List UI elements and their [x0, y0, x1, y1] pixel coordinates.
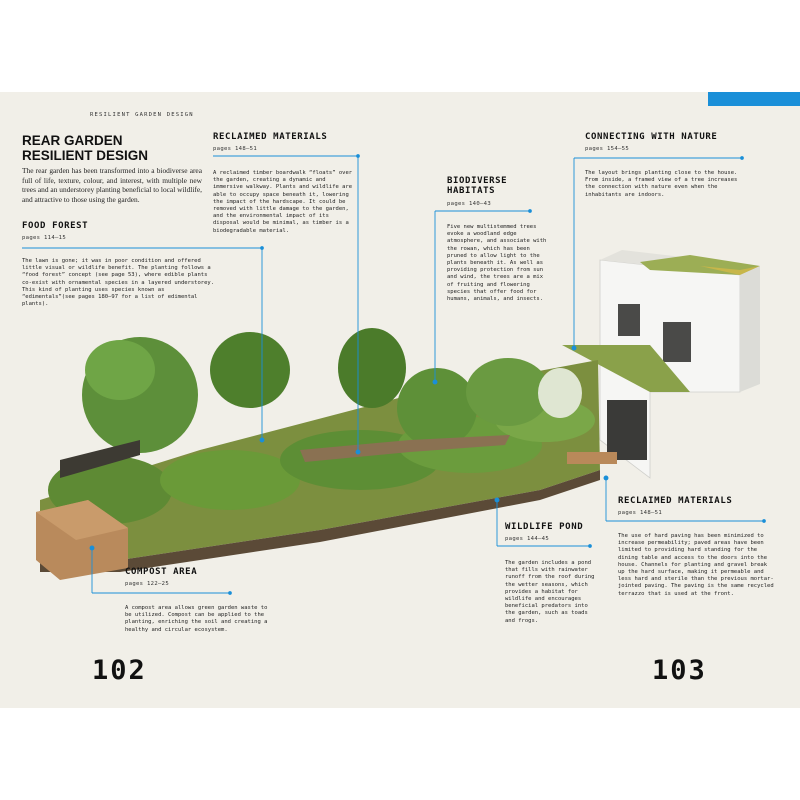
running-head: RESILIENT GARDEN DESIGN: [90, 112, 194, 118]
compost-pages: pages 122–25: [125, 581, 170, 587]
reclaimed-materials-top-body: A reclaimed timber boardwalk “floats” over the garden, creating a dynamic and immersive walkway. Plants and wildlife are able to occupy space beneath it, lowering the impact of the hardscape. It could be removed with little damage to the garden, and the environmental impact of its disposal would be minimal, as timber is a biodegradable material.: [213, 170, 353, 234]
connecting-body: The layout brings planting close to the house. From inside, a framed view of a tree increases the connection with nature even when the inhabitants are indoors.: [585, 170, 738, 198]
food-forest-heading: FOOD FOREST: [22, 221, 89, 231]
food-forest-body: The lawn is gone; it was in poor condition and offered little visual or wildlife benefit. The planting follows a “food forest” concept (see page 53), where edible plants co-exist with ornamental species in a layered understorey. This kind of planting uses species known as “edimentals”(see pages 180–97 for a list of edimental plants).: [22, 258, 215, 308]
reclaimed-materials-bottom-pages: pages 148–51: [618, 510, 663, 516]
wildlife-pond-heading: WILDLIFE POND: [505, 522, 584, 532]
page-number-left: 102: [92, 655, 147, 686]
biodiverse-heading-line-1: BIODIVERSE: [447, 176, 508, 186]
biodiverse-heading-line-2: HABITATS: [447, 186, 496, 196]
title-line-2: RESILIENT DESIGN: [22, 148, 149, 163]
wildlife-pond-pages: pages 144–45: [505, 536, 550, 542]
connecting-heading: CONNECTING WITH NATURE: [585, 132, 718, 142]
intro-text: The rear garden has been transformed into a biodiverse area full of life, texture, colour, and interest, with multiple new trees and an understorey planting beneficial to local wildlife, and attractive to those using the garden.: [22, 166, 202, 205]
compost-heading: COMPOST AREA: [125, 567, 198, 577]
page-title: [22, 133, 182, 163]
reclaimed-materials-top-heading: RECLAIMED MATERIALS: [213, 132, 328, 142]
title-line-1: REAR GARDEN: [22, 133, 123, 148]
food-forest-pages: pages 114–15: [22, 235, 67, 241]
compost-body: A compost area allows green garden waste to be utilized. Compost can be applied to the planting, enriching the soil and creating a healthy and circular ecosystem.: [125, 605, 268, 633]
biodiverse-body: Five new multistemmed trees evoke a woodland edge atmosphere, and associate with the rowan, which has been pruned to allow light to the plants beneath it. As well as providing protection from sun and wind, the trees are a mix of fruiting and flowering species that offer food for humans, animals, and insects.: [447, 224, 547, 303]
biodiverse-heading: [447, 176, 507, 196]
biodiverse-pages: pages 140–43: [447, 201, 492, 207]
page-number-right: 103: [652, 655, 707, 686]
wildlife-pond-body: The garden includes a pond that fills with rainwater runoff from the roof during the wetter seasons, which provides a habitat for wildlife and encourages beneficial predators into the garden, such as toads and frogs.: [505, 560, 595, 624]
reclaimed-materials-bottom-body: The use of hard paving has been minimized to increase permeability; paved areas have been limited to providing hard standing for the dining table and access to the doors into the house. Channels for planting and gravel break up the hard surface, making it permeable and less hard and sterile than the previous mortar-jointed paving. The paving is the same recycled terrazzo that is used at the front.: [618, 533, 774, 597]
reclaimed-materials-bottom-heading: RECLAIMED MATERIALS: [618, 496, 733, 506]
reclaimed-materials-top-pages: pages 148–51: [213, 146, 258, 152]
connecting-pages: pages 154–55: [585, 146, 630, 152]
